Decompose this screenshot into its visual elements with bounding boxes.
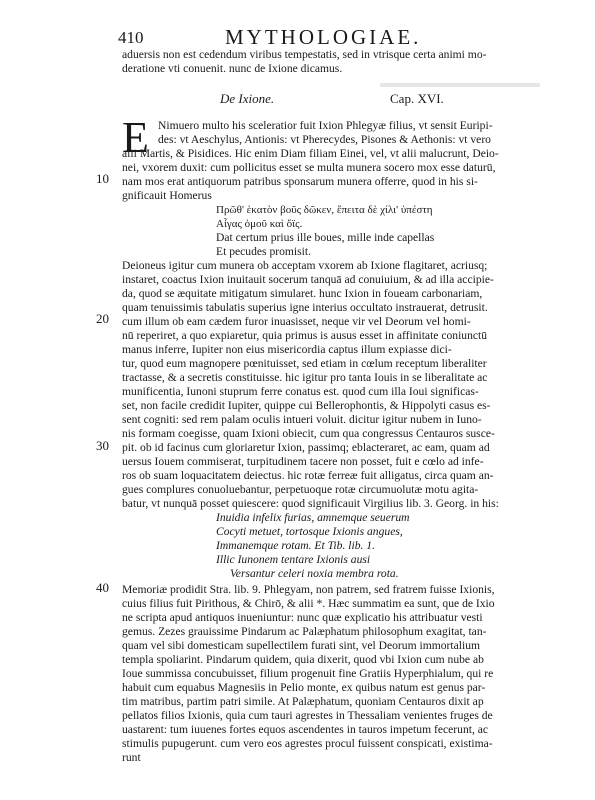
text-line: munificentia, Iunoni stuprum ferre conatus est. quod cum illa Ioui significas- [122, 385, 479, 398]
text-line: nam mos erat antiquorum patribus sponsarum munera offerre, quod in his si- [122, 175, 478, 188]
text-line: templa spoliarint. Pindarum quidem, quia dixerit, quod vbi Ixion cum nube ab [122, 653, 484, 666]
page-number: 410 [118, 28, 144, 47]
verse-line: Illic Iunonem tentare Ixionis ausi [216, 553, 371, 566]
text-line: da, quod se æquitate mitigatum simularet. hunc Ixion in foueam carbonariam, [122, 287, 483, 300]
text-line: nis formam coegisse, quam Ixioni obiecit, cum qua congressus Centauros susce- [122, 427, 495, 440]
verse-line: Immanemque rotam. Et Tib. lib. 1. [216, 539, 375, 552]
text-line: habuit cum equabus Magnesiis in Pelio monte, ex quibus natum est genus par- [122, 681, 486, 694]
text-line: nei, vxorem duxit: cum pollicitus esset se multa munera socero mox esse daturū, [122, 161, 496, 174]
text-line: Deioneus igitur cum munera ob acceptam vxorem ab Ixione flagitaret, acriusq; [122, 259, 488, 272]
text-line: Memoriæ prodidit Stra. lib. 9. Phlegyam, non patrem, sed fratrem fuisse Ixionis, [122, 583, 495, 596]
text-line: nū reperiret, a quo expiaretur, quia primus is ausus esset in affinitate coniunctū [122, 329, 488, 342]
drop-cap-letter: E [122, 113, 149, 162]
text-line: deratione vti conuenit. nunc de Ixione dicamus. [122, 62, 343, 75]
text-line: manus inferre, Iupiter non eius misericordia captus illum expiasse dici- [122, 343, 452, 356]
text-line: quam tenuissimis tabulatis superius igne interius occultato instrauerat, detrusit. [122, 301, 488, 314]
text-line: ros ob suam loquacitatem deiectus. hic rotæ ferreæ fuit alligatus, circa quam an- [122, 469, 494, 482]
margin-line-number: 10 [96, 171, 109, 186]
text-line: Ioue summissa concubuisset, filium progenuit fine Gratiis Hyperphialum, qui re [122, 667, 494, 680]
text-line: cum illum ob eam cædem furor inuasisset, neque vir vel Deorum vel homi- [122, 315, 471, 328]
verse-line: Inuidia infelix furias, amnemque seuerum [216, 511, 410, 524]
text-line: ne scripta apud antiquos inueniuntur: nunc quæ explicatio his attribuatur vesti [122, 611, 483, 624]
text-line: uersus Iouem commiserat, turpitudinem tacere non posset, fuit e cœlo ad infe- [122, 455, 484, 468]
text-line: Nimuero multo his sceleratior fuit Ixion Phlegyæ filius, vt sensit Euripi- [158, 119, 493, 132]
text-line: aduersis non est cedendum viribus tempestatis, sed in vtrisque certa animi mo- [122, 48, 487, 61]
margin-line-number: 40 [96, 580, 109, 595]
text-line: gnificauit Homerus [122, 189, 212, 202]
bleed-through-shadow [380, 83, 540, 87]
verse-line: Dat certum prius ille boues, mille inde capellas [216, 231, 435, 244]
margin-line-number: 20 [96, 311, 109, 326]
text-line: set, non facile credidit Iupiter, quippe cui Bellerophontis, & Hippolyti casus es- [122, 399, 491, 412]
greek-verse-line: Πρῶθ' ἑκατὸν βοῦς δῶκεν, ἔπειτα δὲ χίλι' ὑπέστη [216, 204, 433, 216]
text-line: batur, vt nunquā posset quiescere: quod significauit Virgilius lib. 3. Georg. in his: [122, 497, 499, 510]
text-line: sent cogniti: sed rem palam oculis intueri voluit. dicitur igitur nubem in Iuno- [122, 413, 482, 426]
chapter-number: Cap. XVI. [390, 91, 444, 106]
text-line: runt [122, 751, 141, 764]
text-line: stimulis pupugerunt. cum vero eos agrestes procul fuissent conspicati, existima- [122, 737, 493, 750]
text-line: des: vt Aeschylus, Antionis: vt Pherecydes, Pisones & Aethonis: vt vero [158, 133, 491, 146]
text-line: gues complures conuoluebantur, perpetuoque rotæ circumuolutæ motu agita- [122, 483, 479, 496]
verse-line: Versantur celeri noxia membra rota. [230, 567, 399, 580]
greek-verse-line: Αἶγας ὁμοῦ καὶ ὄϊς. [216, 218, 303, 230]
running-title: MYTHOLOGIAE. [225, 25, 422, 49]
verse-line: Et pecudes promisit. [216, 245, 311, 258]
text-line: tur, quod eum magnopere pœnituisset, sed etiam in cœlum receptum liberaliter [122, 357, 487, 370]
text-line: tim matribus, partim patri simile. At Palæphatum, quoniam Centauros dixit ap [122, 695, 484, 708]
section-title: De Ixione. [220, 91, 275, 106]
margin-line-number: 30 [96, 438, 109, 453]
text-line: tractasse, & a secretis constituisse. hic igitur pro tanta Iouis in se liberalitate ac [122, 371, 488, 384]
text-line: alii Martis, & Pisidices. Hic enim Diam filiam Einei, vel, vt alii malucrunt, Deio- [122, 147, 499, 160]
text-line: quam vel sibi domesticam supellectilem furati sint, vel Deorum immortalium [122, 639, 481, 652]
text-line: pit. ob id facinus cum gloriaretur Ixion, passimq; eblacteraret, ac eam, quam ad [122, 441, 490, 454]
text-line: pellatos filios Ixionis, quia cum tauri agrestes in Thessaliam venientes fruges de [122, 709, 493, 722]
text-line: uastarent: tum iuuenes fortes equos ascendentes in tauros impetum fecerunt, ac [122, 723, 489, 736]
text-line: cuius filius fuit Pirithous, & Chirō, & alii *. Hæc summatim ea sunt, que de Ixio [122, 597, 495, 610]
text-line: gemus. Zezes grauissime Pindarum ac Palæphatum philosophum exagitat, tan- [122, 625, 487, 638]
verse-line: Cocyti metuet, tortosque Ixionis angues, [216, 525, 403, 538]
text-line: instaret, coactus Ixion inuitauit socerum tanquā ad conuiuium, & ad illa accipie- [122, 273, 494, 286]
